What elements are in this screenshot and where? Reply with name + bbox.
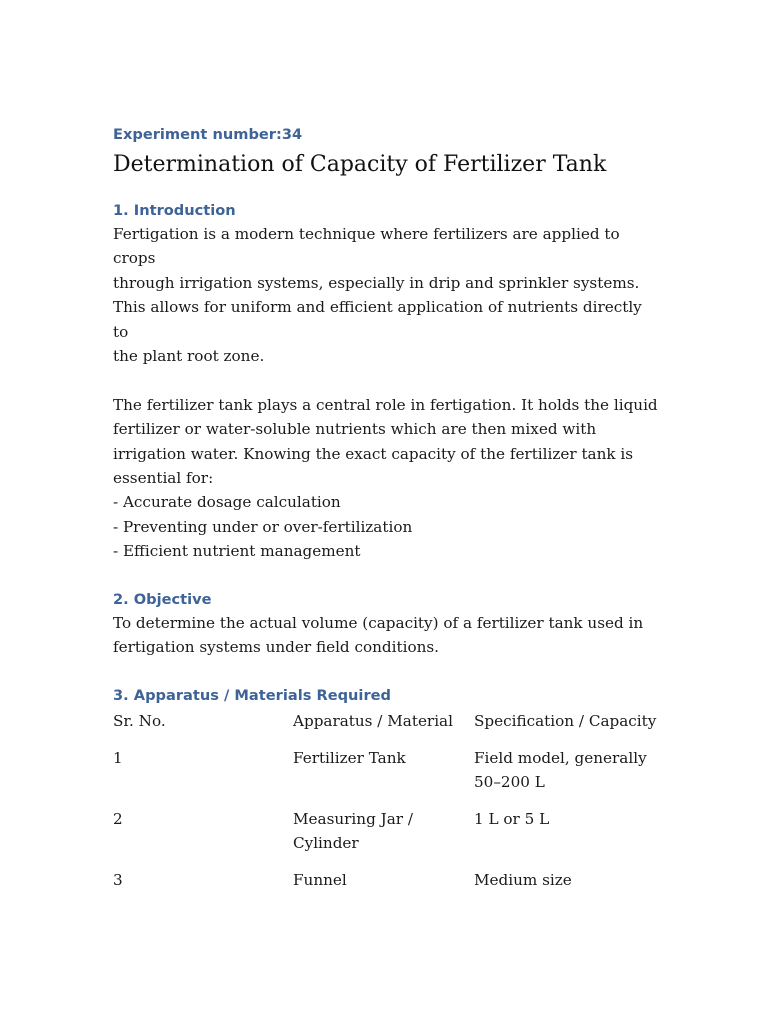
text-line: irrigation water. Knowing the exact capacity of the fertilizer tank is [113,444,634,463]
text-line: fertigation systems under field conditions. [113,638,440,657]
cell-apparatus: Fertilizer Tank [293,748,406,767]
section-heading-apparatus: 3. Apparatus / Materials Required [113,687,391,705]
text-line: To determine the actual volume (capacity) of a fertilizer tank used in [113,613,644,632]
cell-specification: 1 L or 5 L [474,809,550,828]
bullet-item: - Efficient nutrient management [113,542,361,561]
cell-specification: Medium size [474,870,572,889]
section-heading-objective: 2. Objective [113,590,212,608]
section-heading-introduction: 1. Introduction [113,202,236,219]
column-header-specification: Specification / Capacity [474,712,657,731]
table-row [113,746,658,795]
text-line: fertilizer or water-soluble nutrients which are then mixed with [113,420,597,439]
introduction-paragraph-1 [113,222,658,368]
cell-sr-no: 3 [113,870,123,889]
table-row [113,868,658,892]
text-line: essential for: [113,469,214,488]
text-line: The fertilizer tank plays a central role in fertigation. It holds the liquid [113,395,658,414]
bullet-item: - Preventing under or over-fertilization [113,517,413,536]
apparatus-table [113,709,658,891]
column-header-sr-no: Sr. No. [113,712,166,731]
table-header-row [113,709,658,733]
document-title: Determination of Capacity of Fertilizer Tank [113,152,607,177]
cell-sr-no: 1 [113,748,123,767]
introduction-paragraph-2 [113,393,658,564]
text-line: This allows for uniform and efficient application of nutrients directly to [113,298,642,341]
text-line: the plant root zone. [113,347,265,366]
objective-paragraph [113,611,658,660]
bullet-item: - Accurate dosage calculation [113,493,341,512]
text-line: through irrigation systems, especially in drip and sprinkler systems. [113,273,640,292]
cell-apparatus: Measuring Jar / Cylinder [293,809,413,853]
cell-apparatus: Funnel [293,870,347,889]
table-row [113,807,658,856]
cell-sr-no: 2 [113,809,123,828]
text-line: Fertigation is a modern technique where fertilizers are applied to crops [113,225,620,268]
cell-specification: Field model, generally 50–200 L [474,748,647,792]
experiment-number: Experiment number:34 [113,126,303,143]
document-page [113,124,658,892]
column-header-apparatus: Apparatus / Material [293,712,453,731]
